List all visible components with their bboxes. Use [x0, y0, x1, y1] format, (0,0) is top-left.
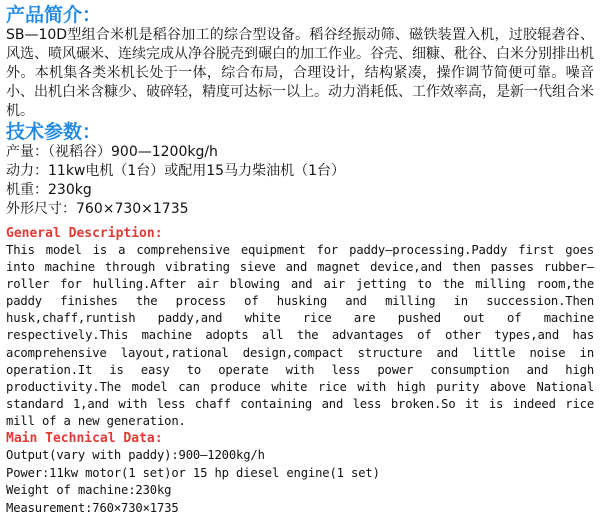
- en-spec-weight: Weight of machine:230kg: [6, 483, 172, 498]
- en-description-heading: General Description:: [6, 226, 163, 241]
- en-spec-heading: Main Technical Data:: [6, 431, 163, 447]
- en-spec-dimensions: Measurement:760×730×1735: [6, 500, 179, 515]
- zh-spec-dimensions: 外形尺寸：760×730×1735: [6, 201, 189, 217]
- zh-intro-text: SB—10D型组合米机是稻谷加工的综合型设备。稻谷经振动筛、磁铁装置入机，过胶辊砻谷、风选、喷风碾米、连续完成从净谷脱壳到碾白的加工作业。谷壳、细糠、秕谷、白米分别排出机外。本机集各类米机长处于一体，综合布局，合理设计，结构紧凑，操作调节简便可靠。噪音小、出机白米含糠少、破碎轻，精度可达标一以上。动力消耗低、工作效率高，是新一代组合米机。: [6, 27, 594, 119]
- en-spec-output: Output(vary with paddy):900—1200kg/h: [6, 448, 265, 463]
- zh-intro-heading: 产品简介：: [6, 4, 102, 26]
- en-description-text: This model is a comprehensive equipment for paddy—processing.Paddy first goes into machine through vibrating sieve and magnet device,and then passes rubber—roller for hulling.After air blowing and air jetting to the milling room,the paddy finishes the process of husking and milling in succession.Then husk,chaff,runtish paddy,and white rice are pushed out of machine respectively.This machine adopts all the advantages of other types,and has acomprehensive layout,rational design,compact structure and little noise in operation.It is easy to operate with less power consumption and high productivity.The model can produce white rice with high purity above National standard 1,and with less chaff containing and less broken.So it is indeed rice mill of a new generation.: [6, 243, 594, 428]
- zh-spec-power: 动力：11kw电机（1台）或配用15马力柴油机（1台）: [6, 163, 345, 179]
- zh-spec-heading: 技术参数：: [6, 121, 102, 143]
- zh-spec-weight: 机重：230kg: [6, 182, 92, 198]
- en-spec-power: Power:11kw motor(1 set)or 15 hp diesel engine(1 set): [6, 465, 380, 480]
- zh-spec-output: 产量：（视稻谷）900—1200kg/h: [6, 144, 218, 160]
